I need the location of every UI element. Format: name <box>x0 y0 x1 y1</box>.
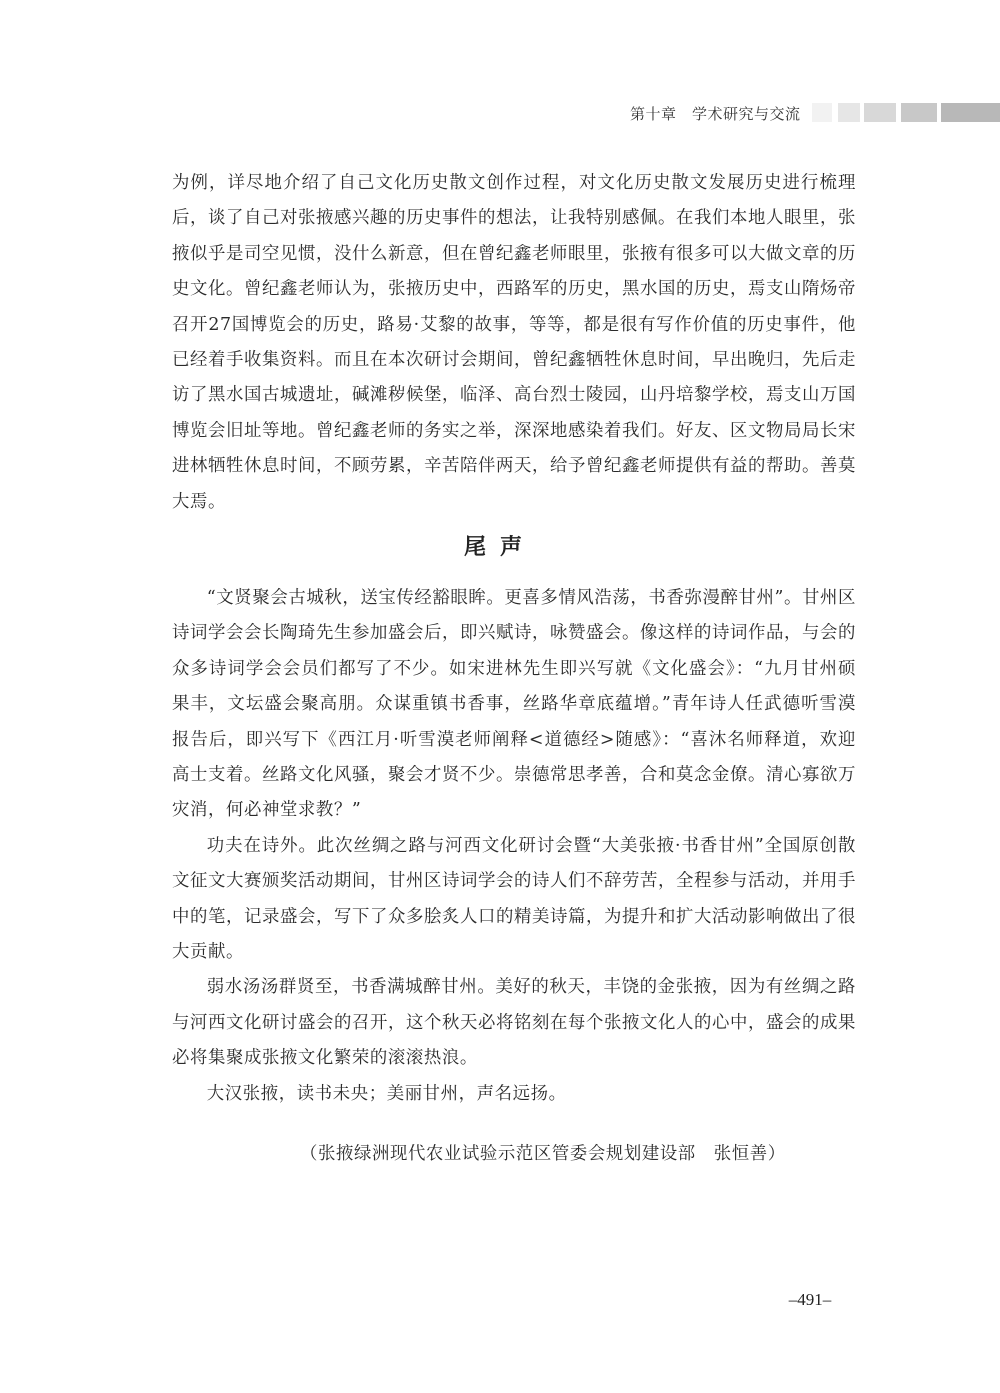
page-number: –491– <box>788 1290 832 1309</box>
header-decoration-bar <box>864 103 896 122</box>
chapter-title: 第十章 学术研究与交流 <box>630 104 801 123</box>
header-decoration-bar <box>812 103 832 122</box>
body-paragraph: 弱水汤汤群贤至，书香满城醉甘州。美好的秋天，丰饶的金张掖，因为有丝绸之路与河西文化研讨盛会的召开，这个秋天必将铭刻在每个张掖文化人的心中，盛会的成果必将集聚成张掖文化繁荣的滚滚热浪。 <box>172 977 856 1069</box>
body-paragraph: 为例，详尽地介绍了自己文化历史散文创作过程，对文化历史散文发展历史进行梳理后，谈了自己对张掖感兴趣的历史事件的想法，让我特别感佩。在我们本地人眼里，张掖似乎是司空见惯，没什么新意，但在曾纪鑫老师眼里，张掖有很多可以大做文章的历史文化。曾纪鑫老师认为，张掖历史中，西路军的历史，黑水国的历史，焉支山隋炀帝召开27国博览会的历史，路易·艾黎的故事，等等，都是很有写作价值的历史事件，他已经着手收集资料。而且在本次研讨会期间，曾纪鑫牺牲休息时间，早出晚归，先后走访了黑水国古城遗址，碱滩秽候堡，临泽、高台烈士陵园，山丹培黎学校，焉支山万国博览会旧址等地。曾纪鑫老师的务实之举，深深地感染着我们。好友、区文物局局长宋进林牺牲休息时间，不顾劳累，辛苦陪伴两天，给予曾纪鑫老师提供有益的帮助。善莫大焉。 <box>172 173 856 512</box>
body-paragraph: 大汉张掖，读书未央；美丽甘州，声名远扬。 <box>206 1083 567 1104</box>
section-body <box>172 581 856 1112</box>
author-byline: （张掖绿洲现代农业试验示范区管委会规划建设部 张恒善） <box>300 1144 786 1164</box>
section-heading: 尾声 <box>463 535 536 560</box>
header-decoration-bar <box>838 103 860 122</box>
running-header <box>630 100 815 126</box>
header-decoration-bar <box>941 103 1000 122</box>
header-decoration-bar <box>901 103 937 122</box>
body-paragraph: 功夫在诗外。此次丝绸之路与河西文化研讨会暨“大美张掖·书香甘州”全国原创散文征文大赛颁奖活动期间，甘州区诗词学会的诗人们不辞劳苦，全程参与活动，并用手中的笔，记录盛会，写下了众多脍炙人口的精美诗篇，为提升和扩大活动影响做出了很大贡献。 <box>172 835 856 963</box>
body-paragraph: “文贤聚会古城秋，送宝传经豁眼眸。更喜多情风浩荡，书香弥漫醉甘州”。甘州区诗词学会会长陶琦先生参加盛会后，即兴赋诗，咏赞盛会。像这样的诗词作品，与会的众多诗词学会会员们都写了不少。如宋进林先生即兴写就《文化盛会》：“九月甘州硕果丰，文坛盛会聚高朋。众谋重镇书香事，丝路华章底蕴增。”青年诗人任武德听雪漠报告后，即兴写下《西江月·听雪漠老师阐释<道德经>随感》：“喜沐名师释道，欢迎高士支着。丝路文化风骚，聚会才贤不少。崇德常思孝善，合和莫念金僚。清心寡欲万灾消，何必神堂求教？” <box>172 588 856 821</box>
